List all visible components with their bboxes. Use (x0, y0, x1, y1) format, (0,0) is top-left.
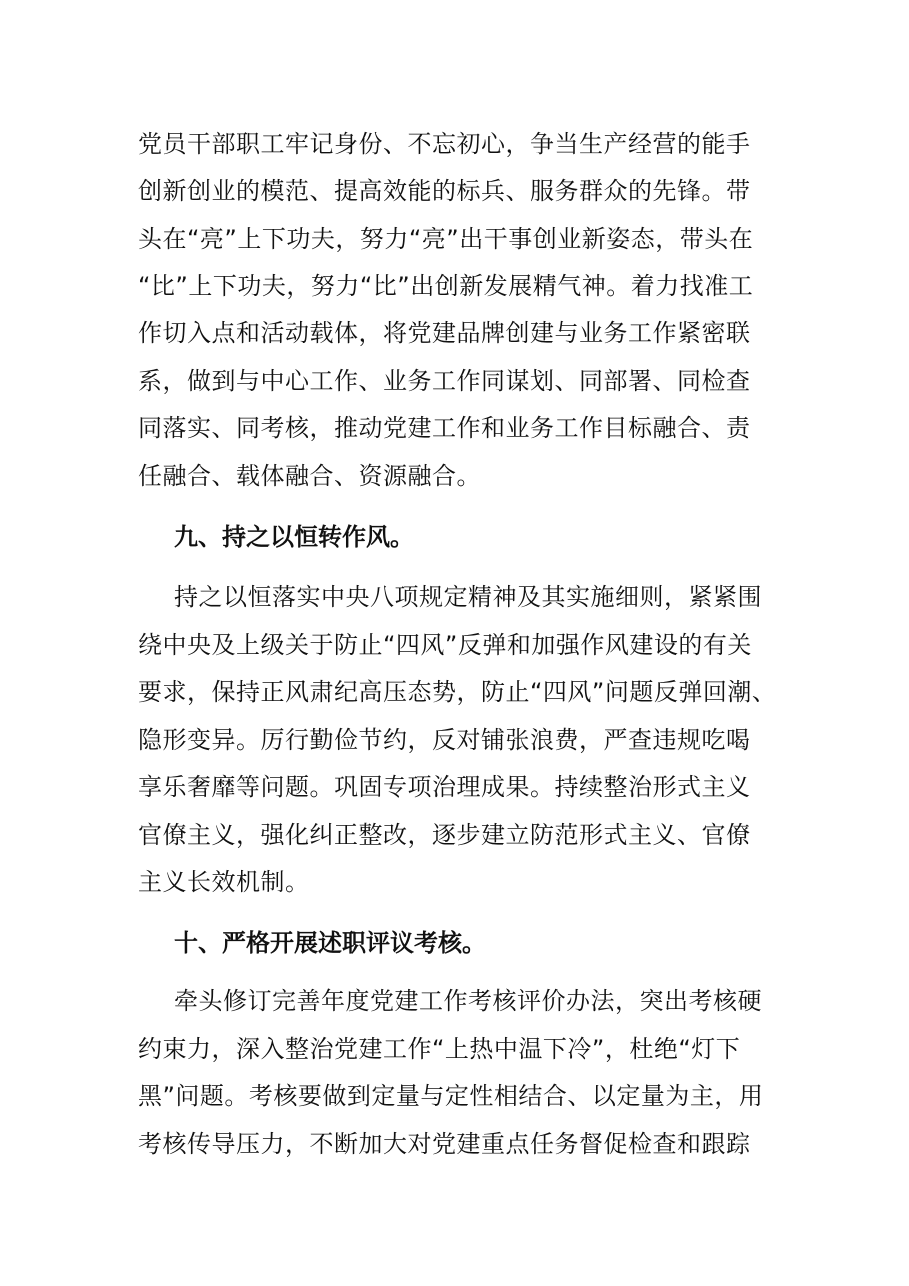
paragraph-line: 持之以恒落实中央八项规定精神及其实施细则，紧紧围 (174, 583, 762, 611)
paragraph-line: 牵头修订完善年度党建工作考核评价办法，突出考核硬 (174, 987, 762, 1015)
paragraph-line: 要求，保持正风肃纪高压态势，防止“四风”问题反弹回潮、 (138, 678, 777, 706)
paragraph-line: 约束力，深入整治党建工作“上热中温下冷”，杜绝“灯下 (138, 1035, 741, 1063)
paragraph-line: 隐形变异。厉行勤俭节约，反对铺张浪费，严查违规吃喝 (138, 726, 751, 754)
paragraph-line: 系，做到与中心工作、业务工作同谋划、同部署、同检查 (138, 367, 751, 395)
paragraph-line: 同落实、同考核，推动党建工作和业务工作目标融合、责 (138, 414, 751, 442)
paragraph-line: 黑”问题。考核要做到定量与定性相结合、以定量为主，用 (138, 1082, 764, 1110)
paragraph-line: 绕中央及上级关于防止“四风”反弹和加强作风建设的有关 (138, 631, 752, 659)
paragraph-line: 主义长效机制。 (138, 868, 310, 896)
paragraph-line: 头在“亮”上下功夫，努力“亮”出干事创业新姿态，带头在 (138, 225, 754, 253)
paragraph-line: 创新创业的模范、提高效能的标兵、服务群众的先锋。带 (138, 177, 751, 205)
paragraph-line: “比”上下功夫，努力“比”出创新发展精气神。着力找准工 (138, 272, 754, 300)
paragraph-line: 任融合、载体融合、资源融合。 (138, 462, 481, 490)
paragraph-line: 考核传导压力，不断加大对党建重点任务督促检查和跟踪 (138, 1130, 751, 1158)
paragraph-line: 党员干部职工牢记身份、不忘初心，争当生产经营的能手 (138, 130, 751, 158)
section-heading-9: 九、持之以恒转作风。 (174, 523, 414, 551)
paragraph-line: 官僚主义，强化纠正整改，逐步建立防范形式主义、官僚 (138, 821, 751, 849)
section-heading-10: 十、严格开展述职评议考核。 (174, 929, 486, 957)
paragraph-line: 享乐奢靡等问题。巩固专项治理成果。持续整治形式主义 (138, 773, 751, 801)
paragraph-line: 作切入点和活动载体，将党建品牌创建与业务工作紧密联 (138, 319, 751, 347)
